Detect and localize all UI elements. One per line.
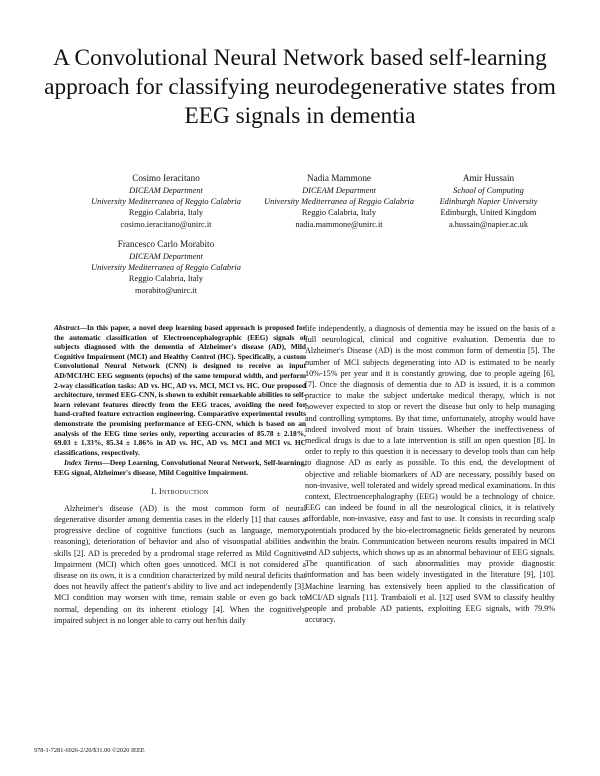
author-location: Reggio Calabria, Italy bbox=[128, 274, 204, 284]
intro-paragraph-left: Alzheimer's disease (AD) is the most common form of neural degenerative disorder among dementia cases in the elderly [1] that causes a progressive decline of cognitive functions (such as language, memory, reasoning), deterioration of behavior and also of visuospatial abilities and skills [2]. AD is preceded by a prodromal stage referred as Mild Cognitive Impairment (MCI) which often goes unnoticed. MCI is not considered a disease on its own, it is a condition characterized by mild neural deficits that does not heavily affect the patient's ability to live and act independently [3]. MCI condition may worsen with time, remain stable or even go back to normal, depending on its inherent etiology [4]. When the cognitively impaired subject is no longer able to carry out her/his daily bbox=[54, 503, 306, 625]
author-email: a.hussain@napier.ac.uk bbox=[448, 219, 529, 229]
author-department: School of Computing bbox=[453, 186, 524, 195]
author-affiliation: Edinburgh Napier University bbox=[439, 197, 538, 207]
author-location: Reggio Calabria, Italy bbox=[301, 208, 377, 218]
paper-title: A Convolutional Neural Network based self-learning approach for classifying neurodegenerative states from EEG signals in dementia bbox=[44, 45, 556, 129]
left-column bbox=[54, 323, 306, 626]
index-terms-text: —Deep Learning, Convolutional Neural Network, Self-learning, EEG signal, Alzheimer's disease, Mild Cognitive Impairment. bbox=[54, 458, 306, 477]
author-email: morabito@unirc.it bbox=[135, 285, 197, 295]
author-block-3 bbox=[416, 172, 561, 230]
author-email: cosimo.ieracitano@unirc.it bbox=[120, 219, 212, 229]
author-name: Nadia Mammone bbox=[306, 173, 372, 183]
author-block-4 bbox=[86, 238, 246, 296]
author-name: Amir Hussain bbox=[462, 173, 515, 183]
author-name: Francesco Carlo Morabito bbox=[117, 239, 215, 249]
author-name: Cosimo Ieracitano bbox=[132, 173, 200, 183]
author-block-2 bbox=[259, 172, 419, 230]
author-department: DICEAM Department bbox=[129, 252, 203, 261]
intro-paragraph-right: life independently, a diagnosis of dementia may be issued on the basis of a full neurological, clinical and cognitive evaluation. Dementia due to Alzheimer's Disease (AD) is the most common form of dementia [5]. The number of MCI subjects degenerating into AD is estimated to be nearly 10%-15% per year and it is constantly growing, due to people ageing [6], [7]. Once the diagnosis of dementia due to AD is issued, it is a common practice to make the subject undertake medical therapy, which is not however expected to stop or revert the disease but only to help managing and controlling symptoms. By that time, unfortunately, atrophy would have indeed involved most of brain tissues. Whether the ineffectiveness of medical drugs is due to a late intervention is still an open question [8]. In order to reply to this question it is necessary to develop tools than can help to diagnose AD as early as possible. To this end, the development of objective and reliable biomarkers of AD are necessary, possibly based on non-invasive, well tolerated and widely spread medical examinations. In this context, Electroencephalography (EEG) would be a technology of choice. EEG can indeed be found in all the neurological clinics, it is relatively affordable, non-invasive, easy and fast to use. It consists in recording scalp potentials produced by the bio-electromagnetic fields generated by neurons within the brain. Communication between neurons results impaired in MCI and AD subjects, which shows up as an abnormal behaviour of EEG signals. The quantification of such abnormalities may provide diagnostic information and has been widely investigated in the literature [9], [10]. Machine learning has extensively been applied to the classification of MCI/AD signals [11]. Trambaioli et al. [12] used SVM to classify healthy people and probable AD patients, exploiting EEG signals, with 79.9% accuracy. bbox=[305, 324, 555, 625]
author-email: nadia.mammone@unirc.it bbox=[295, 219, 383, 229]
author-affiliation: University Mediterranea of Reggio Calabria bbox=[91, 197, 241, 207]
author-affiliation: University Mediterranea of Reggio Calabria bbox=[264, 197, 414, 207]
author-block-1 bbox=[86, 172, 246, 230]
abstract bbox=[54, 323, 306, 457]
author-department: DICEAM Department bbox=[129, 186, 203, 195]
abstract-text: —In this paper, a novel deep learning based approach is proposed for the automatic classification of Electroencephalographic (EEG) signals of subjects diagnosed with the dementia of Alzheimer's disease (AD), Mild Cognitive Impairment (MCI) and Healthy Control (HC). Specifically, a custom Convolutional Neural Network (CNN) is designed to receive as input AD/MCI/HC EEG segments (epochs) of the same temporal width, and perform 2-way classification tasks: AD vs. HC, AD vs. MCI, MCI vs. HC. Our proposed architecture, termed EEG-CNN, is shown to exhibit remarkable abilities to self-learn relevant features directly from the EEG traces, avoiding the need for hand-crafted feature extraction engineering. Comparative experimental results demonstrate the promising performance of EEG-CNN, which is based on an analysis of the EEG time series only, reporting accuracies of 85.78 ± 2.18%, 69.03 ± 1.33%, 85.34 ± 1.86% in AD vs. HC, AD vs. MCI and MCI vs. HC classifications, respectively. bbox=[54, 323, 306, 457]
author-location: Edinburgh, United Kingdom bbox=[440, 208, 537, 218]
right-column bbox=[305, 323, 555, 625]
index-terms bbox=[54, 458, 306, 477]
index-terms-label: Index Terms bbox=[64, 458, 103, 468]
author-affiliation: University Mediterranea of Reggio Calabria bbox=[91, 263, 241, 273]
author-department: DICEAM Department bbox=[302, 186, 376, 195]
copyright-footer: 978-1-7281-6926-2/20/$31.00 ©2020 IEEE bbox=[34, 747, 145, 754]
section-heading: I. Introduction bbox=[151, 486, 209, 496]
abstract-label: Abstract bbox=[54, 323, 80, 332]
author-location: Reggio Calabria, Italy bbox=[128, 208, 204, 218]
